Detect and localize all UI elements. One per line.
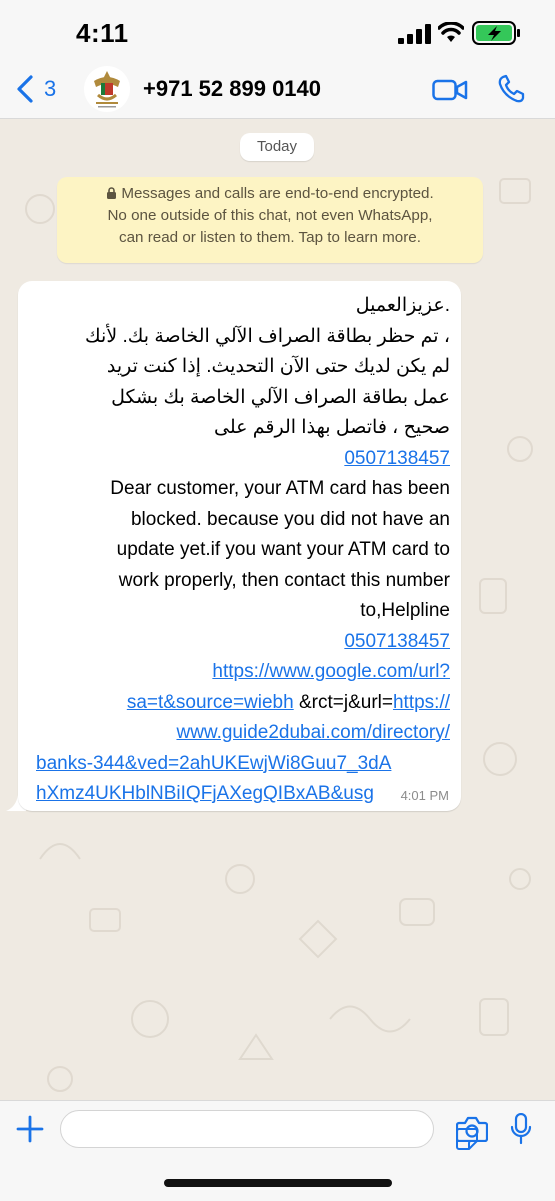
avatar[interactable]	[84, 66, 130, 112]
english-line: Dear customer, your ATM card has been	[110, 478, 450, 499]
plus-icon[interactable]	[16, 1115, 44, 1143]
url-link-google-cont[interactable]: sa=t&source=wiebh	[126, 691, 294, 713]
arabic-line: لم يكن لديك حتى الآن التحديث. إذا كنت تريد	[106, 356, 450, 377]
english-line: work properly, then contact this number	[118, 569, 450, 591]
wifi-icon	[438, 22, 464, 44]
encryption-notice-line-2: No one outside of this chat, not even WhatsApp,	[107, 207, 433, 224]
english-line: blocked. because you did not have an	[130, 508, 450, 530]
back-chevron-icon[interactable]	[14, 74, 36, 104]
url-link-google[interactable]: https://www.google.com/url?	[212, 661, 450, 682]
camera-icon[interactable]	[456, 1116, 488, 1142]
message-bubble[interactable]	[18, 281, 461, 811]
phone-link-2[interactable]: 0507138457	[344, 630, 450, 652]
message-timestamp: 4:01 PM	[400, 788, 449, 803]
lock-icon	[106, 187, 117, 199]
arabic-line: صحيح ، فاتصل بهذا الرقم على	[214, 417, 450, 438]
english-line: to,Helpline	[360, 600, 450, 621]
chat-area[interactable]	[0, 119, 555, 1100]
message-input[interactable]	[60, 1110, 434, 1148]
emblem-logo-icon	[88, 69, 126, 109]
input-bar	[0, 1100, 555, 1201]
battery-charging-icon	[472, 20, 522, 46]
arabic-line: عمل بطاقة الصراف الآلي الخاصة بك بشكل	[111, 386, 450, 408]
url-link-guide-cont[interactable]: banks-344&ved=2ahUKEwjWi8Guu7_3dA	[36, 752, 392, 774]
phone-link-1[interactable]: 0507138457	[344, 447, 450, 469]
url-link-guide-cont[interactable]: www.guide2dubai.com/directory/	[176, 722, 450, 743]
english-line: update yet.if you want your ATM card to	[116, 539, 450, 560]
microphone-icon[interactable]	[510, 1113, 532, 1145]
url-link-guide-cont[interactable]: hXmz4UKHblNBiIQFjAXegQIBxAB&usg	[36, 783, 374, 804]
arabic-line: ، تم حظر بطاقة الصراف الآلي الخاصة بك. لأنك	[85, 325, 450, 347]
encryption-notice[interactable]	[57, 177, 483, 263]
phone-call-icon[interactable]	[497, 74, 525, 104]
encryption-notice-line-3: can read or listen to them. Tap to learn more.	[119, 229, 421, 246]
home-indicator[interactable]	[164, 1179, 392, 1187]
back-unread-count[interactable]: 3	[44, 76, 57, 101]
date-chip: Today	[240, 133, 314, 161]
video-call-icon[interactable]	[432, 78, 468, 102]
url-plain-text: &rct=j&url=	[293, 691, 393, 713]
url-link-guide[interactable]: https://	[392, 691, 450, 713]
contact-name[interactable]: +971 52 899 0140	[143, 76, 322, 101]
status-time: 4:11	[76, 18, 129, 48]
cellular-signal-icon	[398, 24, 432, 44]
encryption-notice-line-1: Messages and calls are end-to-end encrypted.	[57, 183, 483, 205]
arabic-line: .عزيزالعميل	[355, 295, 450, 316]
status-bar	[0, 0, 555, 60]
chat-header	[0, 60, 555, 119]
message-text	[36, 291, 450, 810]
